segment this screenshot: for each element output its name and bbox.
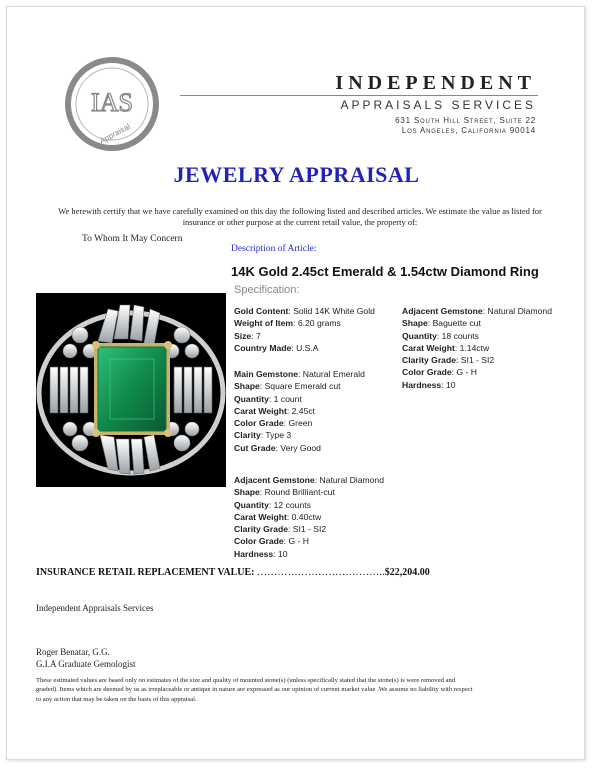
spec-adjacent-baguette	[402, 305, 552, 391]
footer-company: Independent Appraisals Services	[36, 603, 154, 613]
spec-key: Adjacent Gemstone	[234, 475, 315, 485]
spec-row	[234, 405, 365, 417]
spec-value: 0.40ctw	[291, 511, 322, 522]
spec-value: SI1 - SI2	[460, 355, 495, 366]
spec-separator: :	[454, 342, 460, 353]
spec-separator: :	[298, 369, 303, 379]
spec-value: Natural Diamond	[487, 306, 552, 316]
spec-row	[234, 511, 384, 523]
spec-separator: :	[427, 318, 433, 329]
spec-key: Shape	[234, 487, 260, 498]
spec-row	[234, 535, 384, 547]
spec-value: 12 counts	[273, 499, 311, 510]
spec-row	[402, 379, 552, 391]
recipient: To Whom It May Concern	[82, 234, 183, 244]
company-subtitle: APPRAISALS SERVICES	[340, 98, 536, 112]
logo-ring-text: Appraisal	[97, 121, 132, 146]
spec-key: Weight of Item	[234, 318, 294, 329]
spec-value: 2.45ct	[291, 405, 316, 416]
insurance-value-label: INSURANCE RETAIL REPLACEMENT VALUE:	[36, 567, 255, 578]
spec-row	[234, 380, 365, 392]
signer-block	[36, 646, 135, 670]
item-title: 14K Gold 2.45ct Emerald & 1.54ctw Diamond Ring	[231, 264, 539, 279]
spec-key: Color Grade	[234, 418, 284, 429]
certification-text: We herewith certify that we have carefully examined on this day the following listed and described articles. We estimate the value as listed for insurance or other purpose at the current retail value, the property of:	[58, 206, 542, 227]
spec-separator: :	[283, 536, 289, 547]
spec-value: 1.14ctw	[459, 342, 490, 353]
spec-separator: :	[293, 318, 298, 329]
spec-row	[234, 330, 375, 342]
spec-value: Solid 14K White Gold	[293, 306, 375, 316]
spec-value: Type 3	[265, 430, 292, 441]
spec-row	[234, 368, 365, 380]
spec-value: 10	[445, 379, 456, 390]
spec-value: 1 count	[273, 393, 302, 404]
spec-key: Quantity	[402, 330, 437, 341]
spec-key: Clarity Grade	[402, 355, 456, 366]
spec-key: Size	[234, 330, 252, 341]
spec-row	[234, 499, 384, 511]
spec-key: Hardness	[402, 379, 442, 390]
description-label: Description of Article:	[231, 244, 317, 254]
spec-separator: :	[283, 418, 289, 429]
spec-row	[234, 523, 384, 535]
spec-value: Square Emerald cut	[264, 381, 341, 392]
spec-row	[402, 366, 552, 378]
spec-row	[402, 342, 552, 354]
spec-key: Main Gemstone	[234, 369, 298, 379]
spec-row	[234, 342, 375, 354]
signer-name: Roger Benatar, G.G.	[36, 647, 110, 657]
insurance-value-line	[36, 567, 430, 578]
spec-value: Round Brilliant-cut	[264, 487, 335, 498]
spec-separator: :	[441, 379, 446, 390]
spec-value: 6.20 grams	[297, 318, 341, 329]
spec-separator: :	[314, 475, 320, 485]
spec-row	[234, 305, 375, 317]
spec-separator: :	[273, 548, 278, 559]
insurance-value-amount: $22,204.00	[384, 567, 430, 578]
company-header	[180, 72, 536, 95]
spec-value: U.S.A	[296, 342, 319, 353]
spec-separator: :	[287, 524, 293, 535]
spec-row	[234, 317, 375, 329]
spec-adjacent-round	[234, 474, 384, 560]
spec-separator: :	[268, 393, 274, 404]
spec-row	[234, 393, 365, 405]
spec-key: Color Grade	[234, 536, 284, 547]
spec-separator: :	[288, 306, 294, 316]
spec-key: Clarity	[234, 430, 261, 441]
spec-key: Quantity	[234, 393, 269, 404]
spec-key: Hardness	[234, 548, 274, 559]
address-line-1: 631 South Hill Street, Suite 22	[395, 116, 536, 125]
spec-key: Shape	[402, 318, 428, 329]
spec-value: Natural Diamond	[319, 475, 384, 485]
ring-photo	[36, 293, 226, 487]
spec-key: Adjacent Gemstone	[402, 306, 483, 316]
spec-row	[234, 474, 384, 486]
spec-separator: :	[286, 511, 292, 522]
spec-separator: :	[251, 330, 256, 341]
spec-separator: :	[275, 442, 281, 453]
spec-value: 10	[277, 548, 288, 559]
spec-general	[234, 305, 375, 354]
spec-separator: :	[451, 367, 457, 378]
spec-row	[234, 548, 384, 560]
spec-value: Green	[288, 418, 313, 429]
signer-title: G.I.A Graduate Gemologist	[36, 659, 136, 669]
spec-main-gemstone	[234, 368, 365, 454]
spec-separator: :	[260, 430, 266, 441]
spec-key: Carat Weight	[234, 511, 287, 522]
spec-separator: :	[455, 355, 461, 366]
spec-key: Carat Weight	[402, 342, 455, 353]
spec-key: Quantity	[234, 499, 269, 510]
spec-value: Natural Emerald	[302, 369, 365, 379]
spec-key: Country Made	[234, 342, 292, 353]
company-name: INDEPENDENT	[335, 72, 536, 94]
spec-value: SI1 - SI2	[292, 524, 327, 535]
spec-separator: :	[436, 330, 442, 341]
spec-key: Clarity Grade	[234, 524, 288, 535]
spec-key: Carat Weight	[234, 405, 287, 416]
ias-logo-icon	[64, 56, 160, 152]
spec-key: Cut Grade	[234, 442, 276, 453]
spec-row	[234, 442, 365, 454]
spec-row	[402, 354, 552, 366]
spec-separator: :	[482, 306, 488, 316]
spec-value: Baguette cut	[432, 318, 481, 329]
spec-value: 7	[255, 330, 261, 341]
address-line-2: Los Angeles, California 90014	[401, 126, 536, 135]
spec-value: G - H	[456, 367, 477, 378]
document-title: JEWELRY APPRAISAL	[173, 162, 420, 187]
spec-row	[402, 317, 552, 329]
header-rule	[180, 95, 538, 96]
spec-key: Color Grade	[402, 367, 452, 378]
specification-label: Specification:	[234, 284, 300, 296]
disclaimer-text: These estimated values are based only on estimates of the size and quality of mounted stone(s) (unless specifically stated that the stone(s) is were removed and graded). Items which are deemed by us as irreplaceable or antique in nature are expressed as our opinion of current market value .We assume no liability with respect to any action that may be taken on the basis of this appraisal.	[36, 677, 473, 703]
spec-key: Gold Content	[234, 306, 289, 316]
spec-value: Very Good	[280, 442, 321, 453]
spec-row	[234, 417, 365, 429]
spec-row	[234, 486, 384, 498]
spec-row	[402, 330, 552, 342]
spec-separator: :	[286, 405, 292, 416]
spec-value: G - H	[288, 536, 309, 547]
spec-separator: :	[259, 381, 265, 392]
spec-row	[402, 305, 552, 317]
spec-value: 18 counts	[441, 330, 479, 341]
spec-separator: :	[291, 342, 297, 353]
spec-row	[234, 429, 365, 441]
logo-text: IAS	[91, 88, 133, 117]
spec-separator: :	[259, 487, 265, 498]
value-dots: ………………………………..	[256, 567, 385, 578]
spec-separator: :	[268, 499, 274, 510]
spec-key: Shape	[234, 381, 260, 392]
